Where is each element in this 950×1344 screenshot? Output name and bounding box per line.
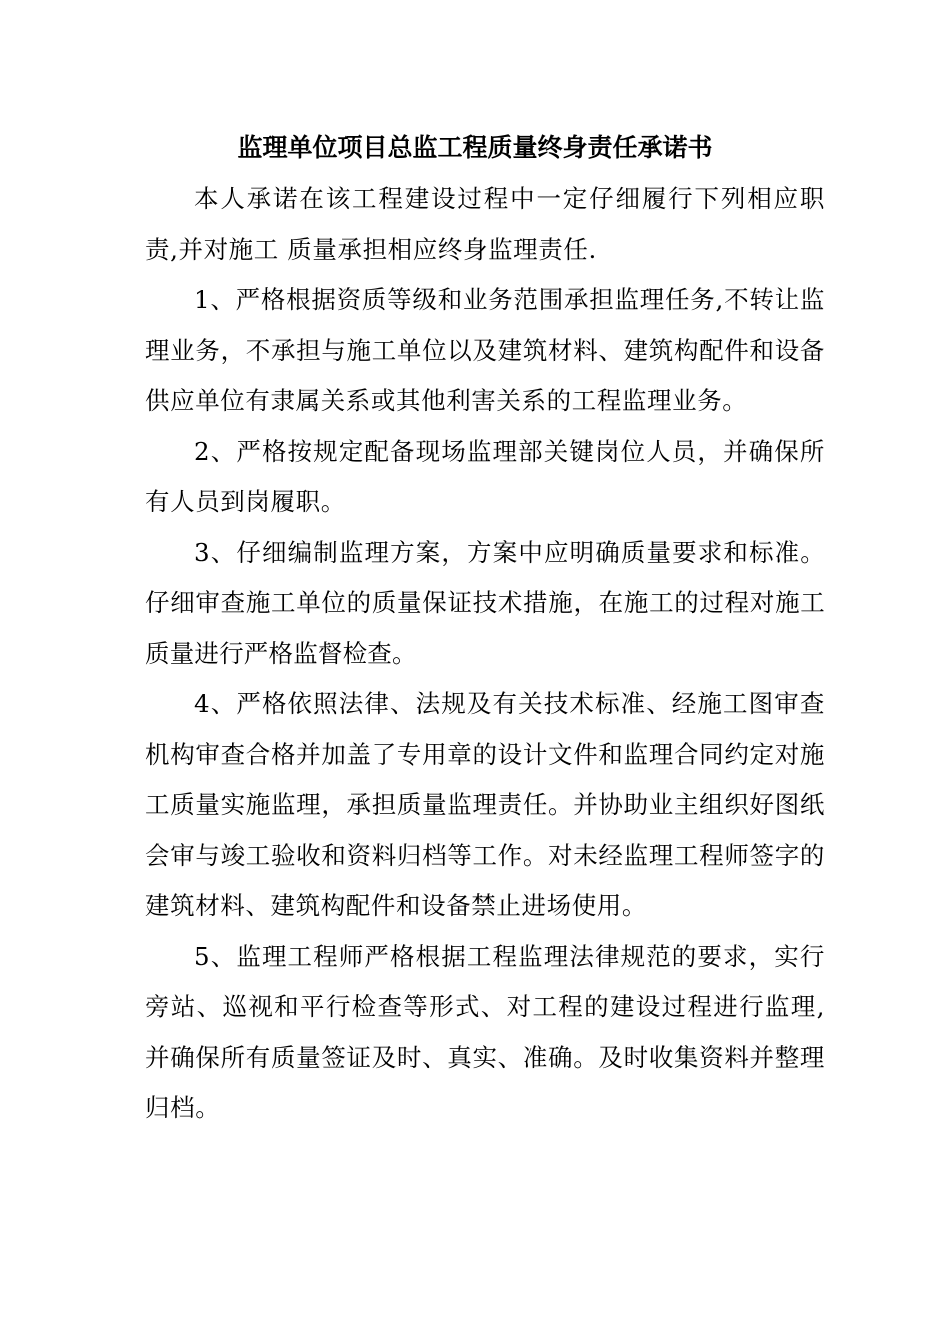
paragraph-intro: 本人承诺在该工程建设过程中一定仔细履行下列相应职责,并对施工 质量承担相应终身监理责任.	[145, 184, 825, 264]
paragraph-item-5: 5、监理工程师严格根据工程监理法律规范的要求，实行旁站、巡视和平行检查等形式、对工程的建设过程进行监理,并确保所有质量签证及时、真实、准确。及时收集资料并整理归档。	[145, 941, 825, 1122]
document-title: 监理单位项目总监工程质量终身责任承诺书	[237, 133, 713, 162]
document-body	[145, 174, 825, 1134]
paragraph-item-2: 2、严格按规定配备现场监理部关键岗位人员，并确保所有人员到岗履职。	[145, 436, 825, 516]
paragraph-item-1: 1、严格根据资质等级和业务范围承担监理任务,不转让监理业务，不承担与施工单位以及建筑材料、建筑构配件和设备供应单位有隶属关系或其他利害关系的工程监理业务。	[145, 285, 825, 415]
paragraph-item-4: 4、严格依照法律、法规及有关技术标准、经施工图审查机构审查合格并加盖了专用章的设计文件和监理合同约定对施工质量实施监理，承担质量监理责任。并协助业主组织好图纸会审与竣工验收和资料归档等工作。对未经监理工程师签字的建筑材料、建筑构配件和设备禁止进场使用。	[145, 689, 825, 920]
paragraph-item-3: 3、仔细编制监理方案，方案中应明确质量要求和标准。仔细审查施工单位的质量保证技术措施，在施工的过程对施工质量进行严格监督检查。	[145, 537, 825, 668]
